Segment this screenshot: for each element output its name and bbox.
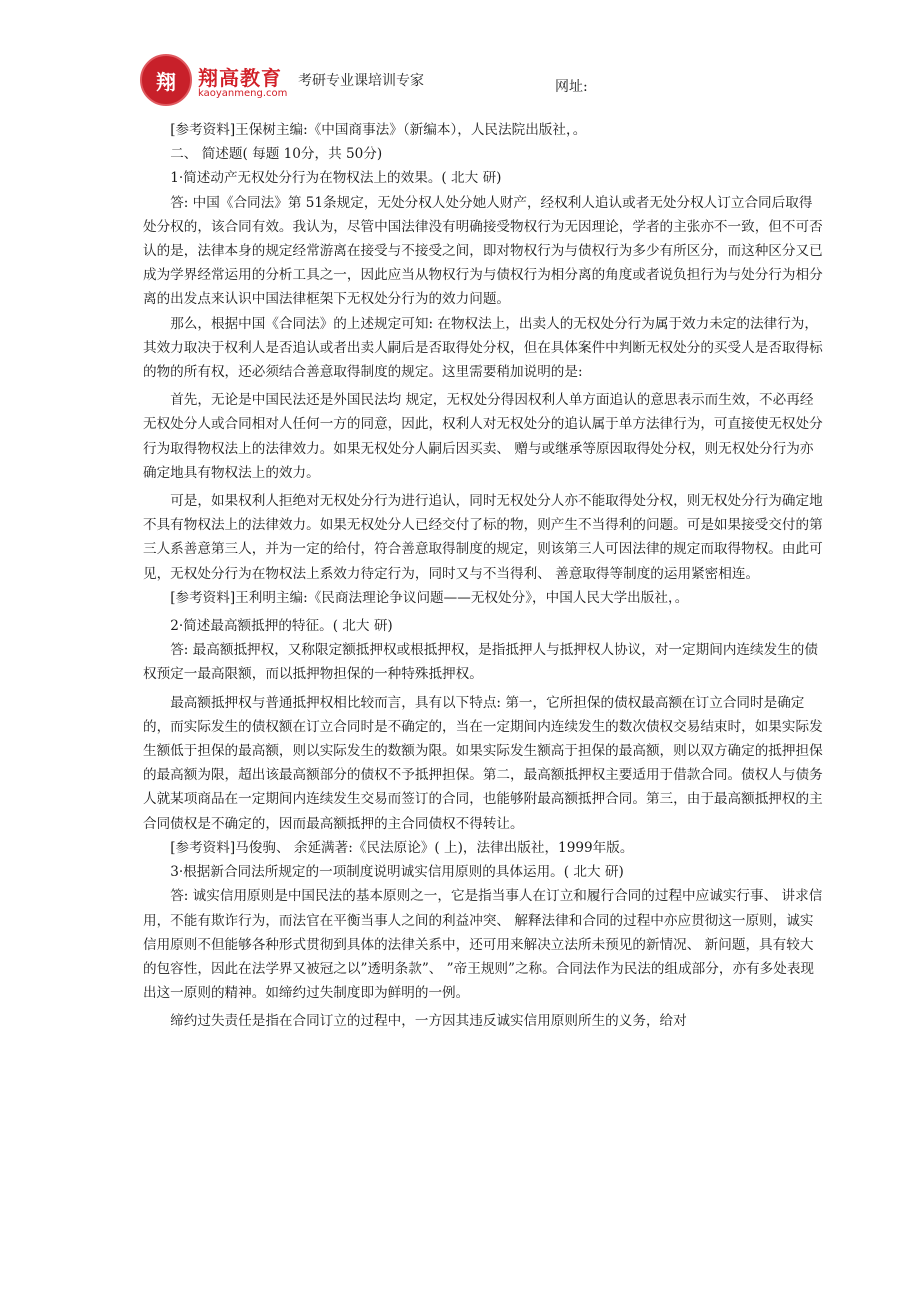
reference-1: [参考资料]王保树主编:《中国商事法》（新编本），人民法院出版社，。: [170, 122, 587, 138]
question-2: 2·简述最高额抵押的特征。( 北大 研): [170, 618, 393, 635]
logo-glyph: 翔: [156, 69, 176, 94]
reference-3: [参考资料]马俊驹、 余延满著:《民法原论》( 上)，法律出版社，1999年版。: [170, 839, 634, 856]
answer-1-para-2: 那么，根据中国《合同法》的上述规定可知: 在物权法上，出卖人的无权处分行为属于效力未定的法律行为，其效力取决于权利人是否追认或者出卖人嗣后是否取得处分权，但在具体案件中判断无权处分的买受人是否取得标的物的所有权，还必须结合善意取得制度的规定。这里需要稍加说明的是:: [143, 315, 823, 381]
website-label: 网址:: [555, 79, 588, 95]
brand-url: kaoyanmeng.com: [198, 88, 288, 99]
answer-1-para-3: 首先，无论是中国民法还是外国民法均 规定，无权处分得因权利人单方面追认的意思表示而生效，不必再经无权处分人或合同相对人任何一方的同意，因此，权利人对无权处分的追认属于单方法律行为，可直接使无权处分行为取得物权法上的法律效力。如果无权处分人嗣后因买卖、 赠与或继承等原因取得处分权，则无权处分行为亦确定地具有物权法上的效力。: [143, 392, 823, 481]
brand-name: 翔高教育: [198, 66, 282, 90]
brand-logo-icon: [140, 54, 192, 106]
answer-2-para-2: 最高额抵押权与普通抵押权相比较而言，具有以下特点: 第一，它所担保的债权最高额在订立合同时是确定的，而实际发生的债权额在订立合同时是不确定的，当在一定期间内连续发生的数次债权交易结束时，如果实际发生额低于担保的最高额，则以实际发生的数额为限。如果实际发生额高于担保的最高额，则以双方确定的抵押担保的最高额为限，超出该最高额部分的债权不予抵押担保。第二，最高额抵押权主要适用于借款合同。债权人与债务人就某项商品在一定期间内连续发生交易而签订的合同，也能够附最高额抵押合同。第三，由于最高额抵押权的主合同债权是不确定的，因而最高额抵押的主合同债权不得转让。: [143, 694, 823, 832]
answer-3-para-2: 缔约过失责任是指在合同订立的过程中，一方因其违反诚实信用原则所生的义务，给对: [170, 1013, 687, 1030]
reference-2: [参考资料]王利明主编:《民商法理论争议问题——无权处分》，中国人民大学出版社，。: [170, 589, 689, 606]
answer-1-para-4: 可是，如果权利人拒绝对无权处分行为进行追认，同时无权处分人亦不能取得处分权，则无权处分行为确定地不具有物权法上的法律效力。如果无权处分人已经交付了标的物，则产生不当得利的问题。可是如果接受交付的第三人系善意第三人，并为一定的给付，符合善意取得制度的规定，则该第三人可因法律的规定而取得物权。由此可见，无权处分行为在物权法上系效力待定行为，同时又与不当得利、 善意取得等制度的运用紧密相连。: [143, 493, 823, 582]
answer-2-para-1: 答: 最高额抵押权，又称限定额抵押权或根抵押权，是指抵押人与抵押权人协议，对一定期间内连续发生的债权预定一最高限额，而以抵押物担保的一种特殊抵押权。: [143, 642, 818, 683]
answer-1-para-1: 答: 中国《合同法》第 51条规定，无处分权人处分她人财产，经权利人追认或者无处分权人订立合同后取得处分权的，该合同有效。我认为，尽管中国法律没有明确接受物权行为无因理论，学者的主张亦不一致，但不可否认的是，法律本身的规定经常游离在接受与不接受之间，即对物权行为与债权行为多少有所区分，而这种区分又已成为学界经常运用的分析工具之一，因此应当从物权行为与债权行为相分离的角度或者说负担行为与处分行为相分离的出发点来认识中国法律框架下无权处分行为的效力问题。: [143, 194, 823, 308]
header-slogan: 考研专业课培训专家: [298, 73, 424, 89]
document-body: [143, 118, 823, 1034]
question-3: 3·根据新合同法所规定的一项制度说明诚实信用原则的具体运用。( 北大 研): [170, 864, 624, 881]
page-header: [140, 54, 840, 118]
answer-3-para-1: 答: 诚实信用原则是中国民法的基本原则之一，它是指当事人在订立和履行合同的过程中应诚实行事、 讲求信用，不能有欺诈行为，而法官在平衡当事人之间的利益冲突、 解释法律和合同的过程中亦应贯彻这一原则，诚实信用原则不但能够各种形式贯彻到具体的法律关系中，还可用来解决立法所未预见的新情况、 新问题，具有较大的包容性，因此在法学界又被冠之以”透明条款”、 ”帝王规则”之称。合同法作为民法的组成部分，亦有多处表现出这一原则的精神。如缔约过失制度即为鲜明的一例。: [143, 888, 823, 1002]
section-heading: 二、 简述题( 每题 10分，共 50分): [170, 146, 383, 163]
question-1: 1·简述动产无权处分行为在物权法上的效果。( 北大 研): [170, 170, 502, 187]
